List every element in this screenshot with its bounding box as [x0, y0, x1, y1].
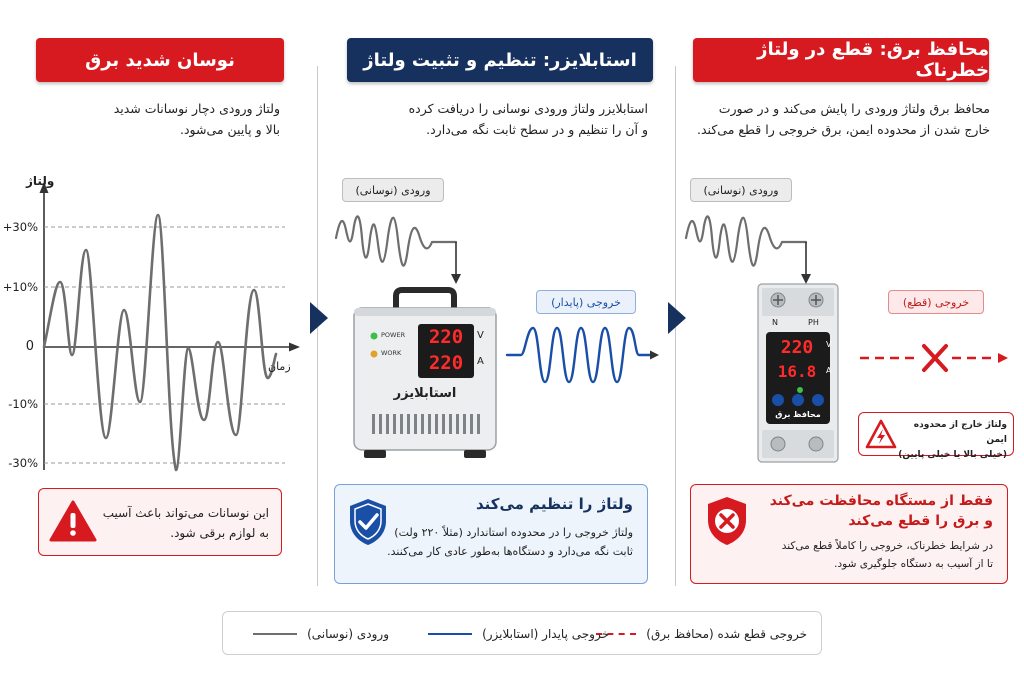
protector-info-text: در شرایط خطرناک، خروجی را کاملاً قطع می‌کند تا از آسیب به دستگاه جلوگیری شود.	[781, 540, 993, 570]
title-protector: محافظ برق: قطع در ولتاژ خطرناک	[693, 38, 989, 82]
stabilizer-info-title: ولتاژ را تنظیم می‌کند	[475, 495, 633, 513]
led-work-label: WORK	[381, 349, 402, 357]
legend-label-stable: خروجی پایدار (استابلایزر)	[482, 627, 609, 641]
stable-output-wave	[505, 322, 661, 388]
display-voltage: 220	[422, 326, 470, 348]
legend-item-stable	[428, 612, 609, 656]
title-stabilizer: استابلایزر: تنظیم و تثبیت ولتاژ	[347, 38, 653, 82]
cut-output-line	[856, 340, 1012, 376]
protector-input-tag: ورودی (نوسانی)	[690, 178, 792, 202]
protector-output-tag: خروجی (قطع)	[888, 290, 984, 314]
x-axis-label: زمان	[268, 360, 291, 373]
unit-v-label: V	[477, 330, 484, 341]
protector-display-voltage: 220	[774, 338, 820, 358]
x-axis-arrow-icon	[289, 343, 300, 352]
protector-display-current: 16.8	[774, 362, 820, 382]
cut-x-icon	[924, 346, 946, 370]
y-tick-plus30: +30%	[2, 220, 38, 234]
legend-swatch-input	[253, 633, 297, 635]
arrow-right-icon	[998, 353, 1008, 363]
protector-alert-text: ولتاژ خارج از محدوده ایمن (خیلی بالا یا خیلی پایین)	[898, 420, 1007, 460]
protector-unit-v: V	[826, 340, 832, 349]
stabilizer-info-text: ولتاژ خروجی را در محدوده استاندارد (مثلاً ۲۲۰ ولت) ثابت نگه می‌دارد و دستگاه‌ها به‌طور عادی کار می‌کنند.	[387, 526, 633, 558]
stabilizer-description: استابلایزر ولتاژ ورودی نوسانی را دریافت کرده و آن را تنظیم و در سطح ثابت نگه می‌دارد.	[408, 101, 648, 137]
protector-input-wave	[684, 208, 824, 288]
fluctuation-chart	[0, 170, 310, 480]
legend-item-cut	[596, 612, 807, 656]
stabilizer-device-name: استابلایزر	[393, 386, 457, 401]
legend-item-input	[253, 612, 389, 656]
chevron-right-icon	[666, 300, 688, 336]
y-tick-plus10: +10%	[2, 280, 38, 294]
display-current: 220	[422, 352, 470, 374]
stabilizer-info-box	[334, 484, 648, 584]
terminal-ph-label: PH	[808, 318, 819, 327]
y-tick-minus10: -10%	[8, 397, 38, 411]
chevron-right-icon	[308, 300, 330, 336]
fluctuation-description: ولتاژ ورودی دچار نوسانات شدید بالا و پایین می‌شود.	[113, 101, 280, 137]
arrow-down-icon	[451, 274, 461, 284]
legend-swatch-stable	[428, 633, 472, 635]
protector-info-box	[690, 484, 1008, 584]
y-tick-minus30: -30%	[8, 456, 38, 470]
stabilizer-output-tag: خروجی (پایدار)	[536, 290, 636, 314]
protector-alert-box	[858, 412, 1014, 460]
shield-x-icon	[705, 495, 749, 547]
stabilizer-input-tag: ورودی (نوسانی)	[342, 178, 444, 202]
protector-unit-a: A	[826, 366, 832, 375]
legend-label-input: ورودی (نوسانی)	[307, 627, 389, 641]
stabilizer-input-wave	[334, 208, 474, 288]
legend-label-cut: خروجی قطع شده (محافظ برق)	[646, 627, 807, 641]
protector-description: محافظ برق ولتاژ ورودی را پایش می‌کند و در صورت خارج شدن از محدوده ایمن، برق خروجی را قطع می‌کند.	[697, 101, 990, 137]
led-power-label: POWER	[381, 331, 406, 339]
arrow-right-icon	[650, 351, 659, 360]
protector-info-title: فقط از مستگاه محافظت می‌کند و برق را قطع می‌کند	[769, 493, 993, 529]
terminal-n-label: N	[772, 318, 778, 327]
unit-a-label: A	[477, 356, 484, 367]
warning-triangle-icon	[49, 499, 97, 543]
legend	[222, 611, 822, 655]
protector-device	[756, 282, 840, 464]
y-axis-label: ولتاژ	[26, 174, 55, 188]
stabilizer-device	[350, 286, 500, 462]
fluctuation-warning-text: این نوسانات می‌تواند باعث آسیب به لوازم برقی شود.	[102, 506, 269, 540]
protector-device-name: محافظ برق	[775, 410, 821, 419]
fluctuating-voltage-wave	[44, 215, 276, 470]
y-tick-zero: 0	[25, 339, 34, 354]
title-fluctuation: نوسان شدید برق	[36, 38, 284, 82]
fluctuation-warning-box	[38, 488, 282, 556]
lightning-warning-icon	[865, 419, 897, 449]
